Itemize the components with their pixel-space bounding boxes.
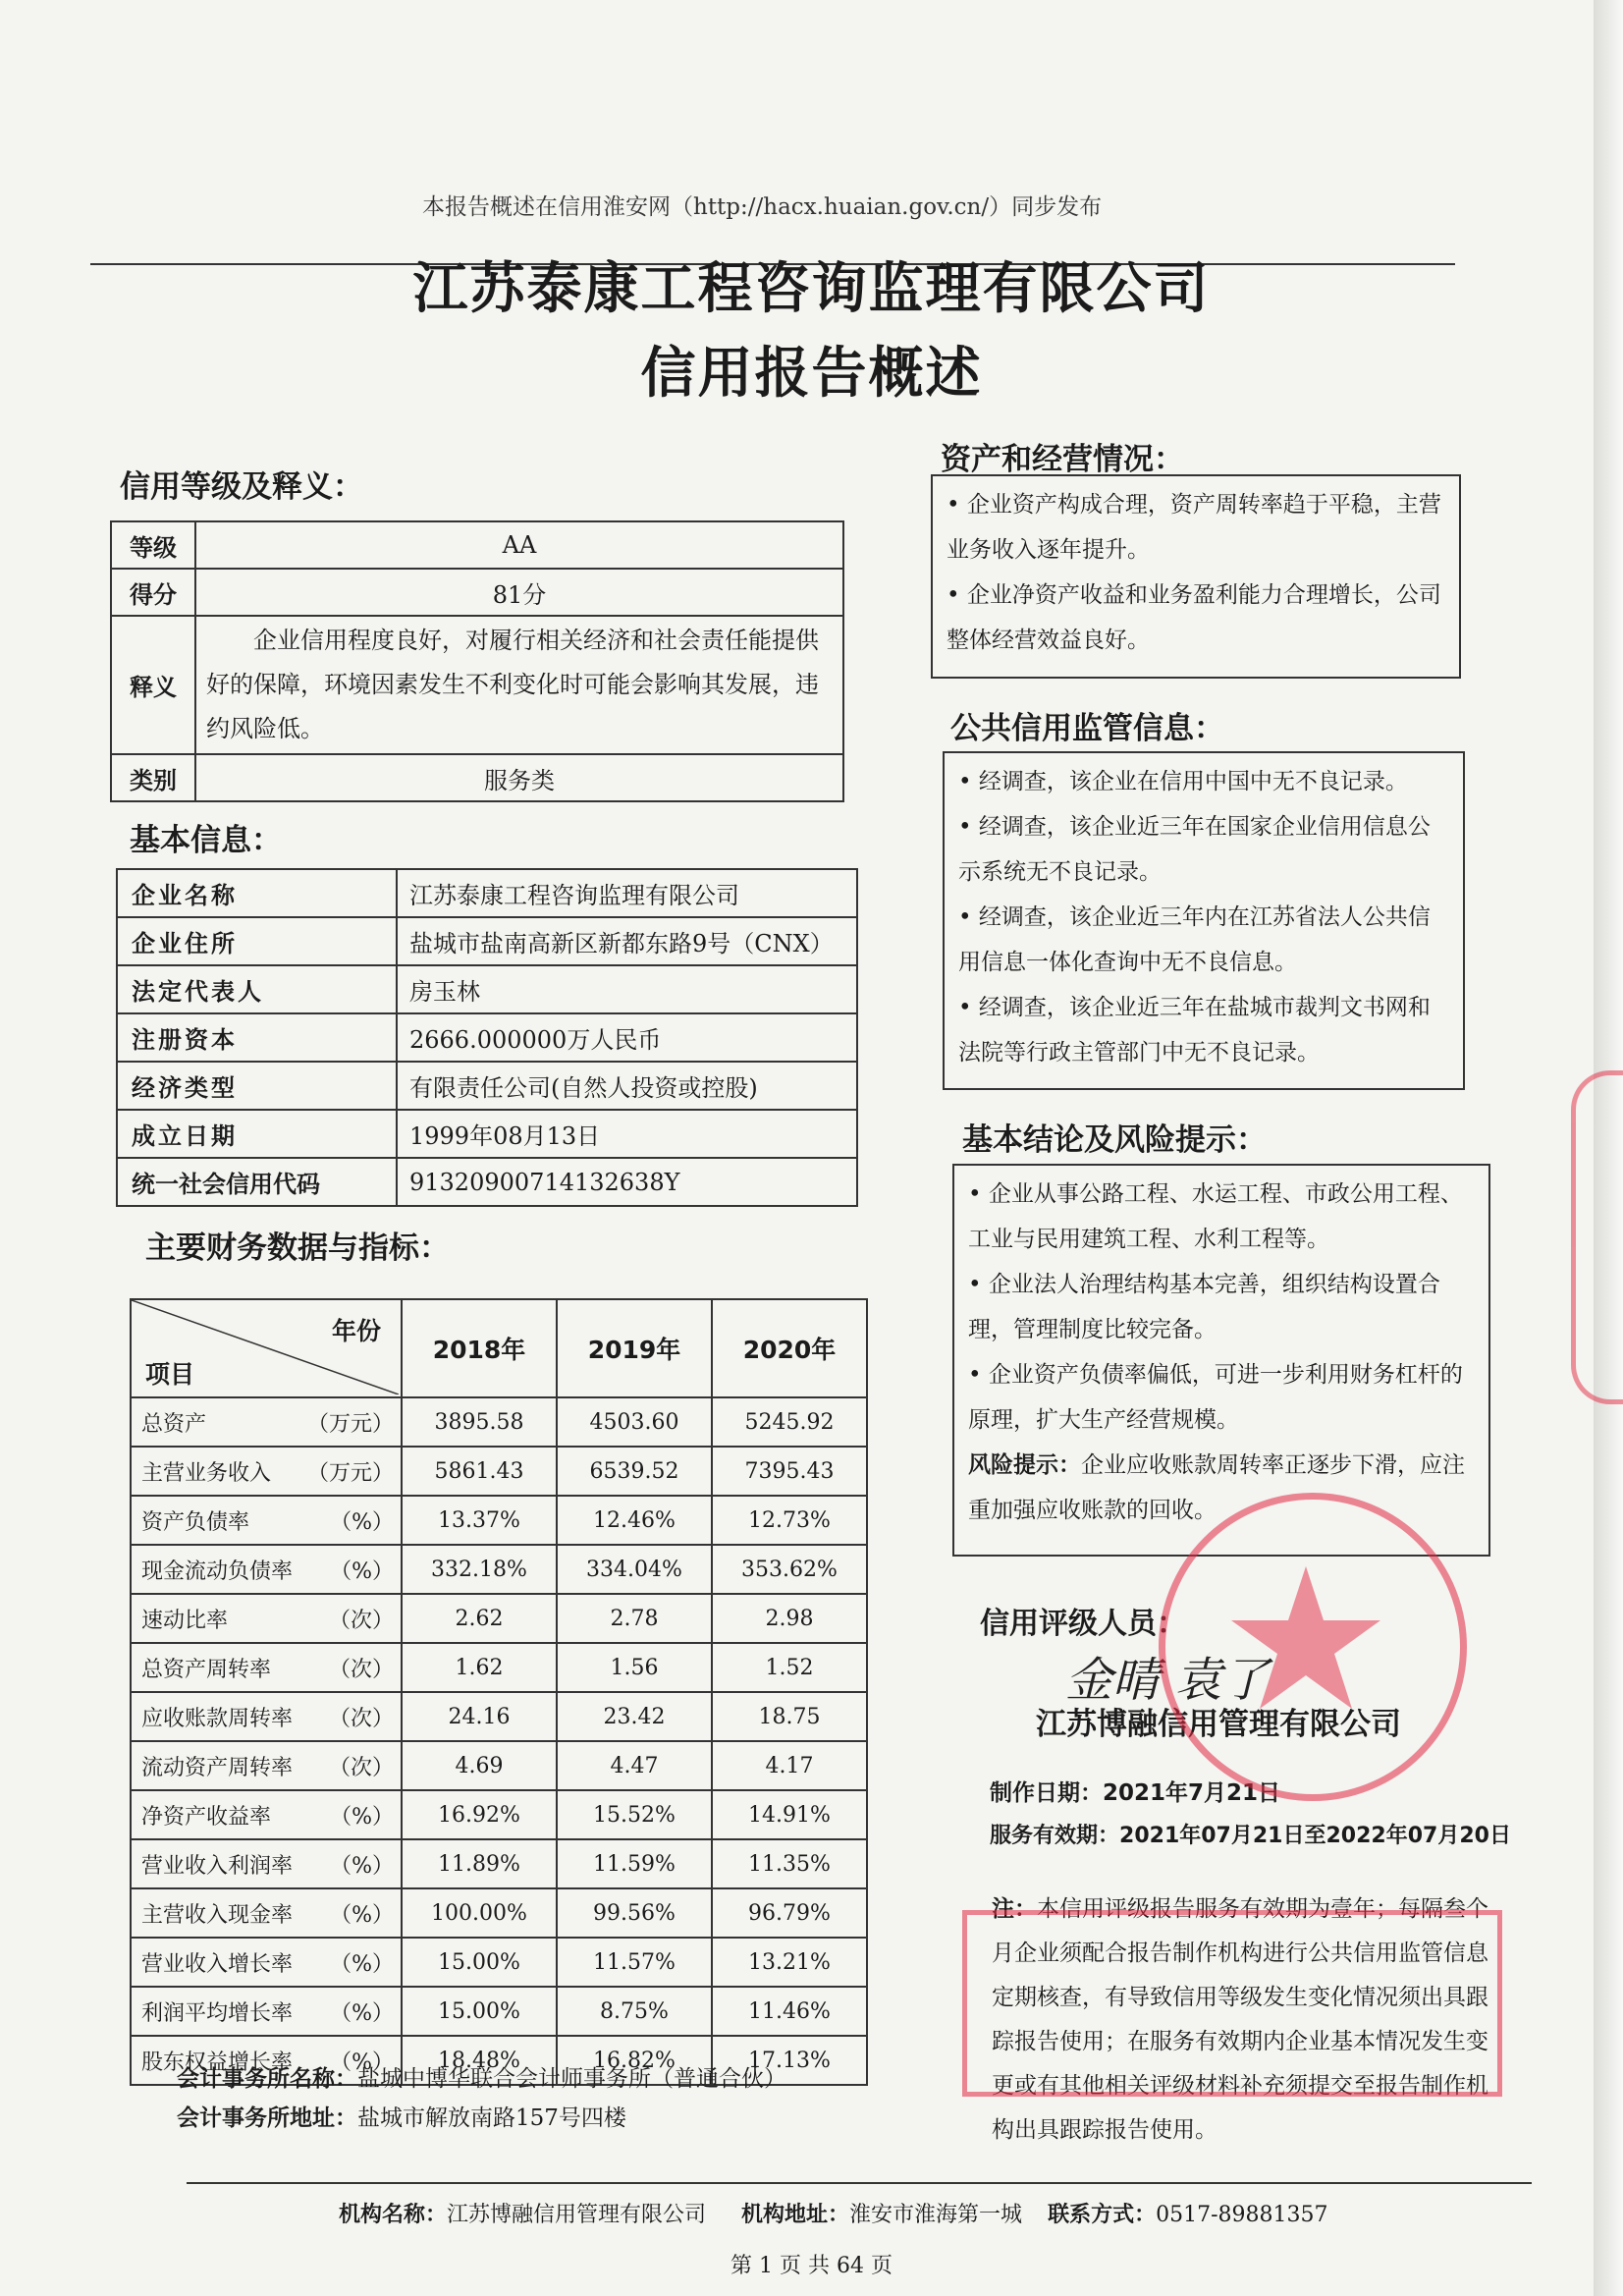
public-item: • 经调查，该企业近三年在盐城市裁判文书网和法院等行政主管部门中无不良记录。 bbox=[958, 985, 1449, 1075]
finance-row bbox=[131, 1643, 867, 1692]
basic-key: 注册资本 bbox=[117, 1013, 397, 1062]
finance-cell: 13.37% bbox=[402, 1496, 557, 1545]
basic-row bbox=[117, 1110, 857, 1158]
finance-cell: 13.21% bbox=[712, 1938, 867, 1987]
credit-table bbox=[110, 520, 844, 802]
finance-item-name: 净资产收益率 bbox=[141, 1804, 272, 1830]
finance-cell: 99.56% bbox=[557, 1888, 712, 1938]
finance-cell: 4.47 bbox=[557, 1741, 712, 1790]
finance-row bbox=[131, 1790, 867, 1839]
finance-cell: 15.52% bbox=[557, 1790, 712, 1839]
finance-item-name: 股东权益增长率 bbox=[141, 2050, 294, 2075]
public-heading: 公共信用监管信息： bbox=[950, 711, 1224, 746]
basic-value: 有限责任公司(自然人投资或控股) bbox=[397, 1062, 857, 1110]
conclusion-heading: 基本结论及风险提示： bbox=[962, 1122, 1267, 1158]
finance-item-unit: （%） bbox=[330, 2050, 394, 2075]
risk-label: 风险提示： bbox=[968, 1452, 1081, 1478]
meaning-value: 企业信用程度良好，对履行相关经济和社会责任能提供好的保障，环境因素发生不利变化时可能会影响其发展，违约风险低。 bbox=[195, 616, 843, 754]
finance-cell: 332.18% bbox=[402, 1545, 557, 1594]
finance-row-label bbox=[131, 1839, 402, 1888]
finance-item-name: 应收账款周转率 bbox=[141, 1706, 294, 1731]
finance-row-label bbox=[131, 1594, 402, 1643]
finance-table bbox=[130, 1298, 868, 2086]
finance-row bbox=[131, 1447, 867, 1496]
finance-item-name: 利润平均增长率 bbox=[141, 2000, 294, 2026]
finance-cell: 8.75% bbox=[557, 1987, 712, 2036]
finance-cell: 12.46% bbox=[557, 1496, 712, 1545]
credit-heading: 信用等级及释义： bbox=[120, 469, 363, 505]
conclusion-item: • 企业从事公路工程、水运工程、市政公用工程、工业与民用建筑工程、水利工程等。 bbox=[968, 1172, 1475, 1262]
finance-row bbox=[131, 1839, 867, 1888]
finance-item-name: 现金流动负债率 bbox=[141, 1558, 294, 1584]
basic-key: 统一社会信用代码 bbox=[117, 1158, 397, 1206]
finance-row-label bbox=[131, 1545, 402, 1594]
finance-row bbox=[131, 1545, 867, 1594]
finance-item-unit: （%） bbox=[330, 2000, 394, 2026]
finance-cell: 15.00% bbox=[402, 1938, 557, 1987]
finance-item-unit: （%） bbox=[330, 1558, 394, 1584]
finance-cell: 4.69 bbox=[402, 1741, 557, 1790]
basic-key: 经济类型 bbox=[117, 1062, 397, 1110]
basic-key: 法定代表人 bbox=[117, 965, 397, 1013]
title-line1: 江苏泰康工程咨询监理有限公司 bbox=[412, 257, 1211, 321]
rater-signature: 金晴 袁了 bbox=[1065, 1653, 1270, 1708]
conclusion-item: • 企业资产负债率偏低，可进一步利用财务杠杆的原理，扩大生产经营规模。 bbox=[968, 1352, 1475, 1443]
finance-item-unit: （次） bbox=[328, 1657, 394, 1682]
finance-row-label bbox=[131, 1987, 402, 2036]
basic-table bbox=[116, 868, 858, 1207]
finance-row bbox=[131, 1938, 867, 1987]
category-key: 类别 bbox=[111, 754, 195, 801]
finance-item-unit: （%） bbox=[330, 1804, 394, 1830]
finance-row bbox=[131, 1987, 867, 2036]
finance-row-label bbox=[131, 1496, 402, 1545]
finance-item-name: 资产负债率 bbox=[141, 1509, 250, 1535]
assets-heading: 资产和经营情况： bbox=[941, 442, 1184, 477]
basic-value: 房玉林 bbox=[397, 965, 857, 1013]
finance-row bbox=[131, 1397, 867, 1447]
valid-line bbox=[990, 1819, 1511, 1849]
accountant-name-line bbox=[177, 2060, 786, 2093]
finance-cell: 7395.43 bbox=[712, 1447, 867, 1496]
conclusion-item: • 企业法人治理结构基本完善，组织结构设置合理，管理制度比较完备。 bbox=[968, 1262, 1475, 1352]
basic-value: 盐城市盐南高新区新都东路9号（CNX） bbox=[397, 917, 857, 965]
grade-value: AA bbox=[195, 521, 843, 569]
finance-cell: 96.79% bbox=[712, 1888, 867, 1938]
credit-row-score bbox=[111, 569, 843, 616]
credit-row-meaning bbox=[111, 616, 843, 754]
basic-row bbox=[117, 869, 857, 917]
finance-item-unit: （次） bbox=[328, 1755, 394, 1780]
finance-row-label bbox=[131, 1741, 402, 1790]
finance-body bbox=[131, 1397, 867, 2085]
assets-item: • 企业净资产收益和业务盈利能力合理增长，公司整体经营效益良好。 bbox=[947, 573, 1445, 663]
basic-heading: 基本信息： bbox=[130, 823, 282, 858]
basic-key: 企业住所 bbox=[117, 917, 397, 965]
assets-box bbox=[931, 474, 1461, 679]
finance-item-unit: （%） bbox=[330, 1853, 394, 1879]
note-text: 本信用评级报告服务有效期为壹年；每隔叁个月企业须配合报告制作机构进行公共信用监管信息定期核查，有导致信用等级发生变化情况须出具跟踪报告使用；在服务有效期内企业基本情况发生变更或有其他相关评级材料补充须提交至报告制作机构出具跟踪报告使用。 bbox=[992, 1896, 1488, 2143]
finance-row-label bbox=[131, 1397, 402, 1447]
side-seal bbox=[1571, 1070, 1623, 1404]
finance-row-label bbox=[131, 1938, 402, 1987]
finance-cell: 4503.60 bbox=[557, 1397, 712, 1447]
basic-row bbox=[117, 1062, 857, 1110]
finance-item-unit: （%） bbox=[330, 1902, 394, 1928]
title-line2: 信用报告概述 bbox=[640, 342, 983, 406]
footer-contact: 0517-89881357 bbox=[1156, 2203, 1328, 2227]
accountant-addr-line bbox=[177, 2100, 626, 2132]
finance-corner bbox=[131, 1299, 402, 1397]
finance-item-unit: （次） bbox=[328, 1608, 394, 1633]
finance-cell: 11.46% bbox=[712, 1987, 867, 2036]
finance-cell: 24.16 bbox=[402, 1692, 557, 1741]
corner-year-label: 年份 bbox=[331, 1317, 381, 1345]
finance-cell: 1.62 bbox=[402, 1643, 557, 1692]
accountant-name: 盐城中博华联合会计师事务所（普通合伙） bbox=[357, 2066, 786, 2092]
finance-item-unit: （万元） bbox=[306, 1411, 394, 1437]
valid-value: 2021年07月21日至2022年07月20日 bbox=[1119, 1824, 1511, 1848]
finance-cell: 2.98 bbox=[712, 1594, 867, 1643]
finance-cell: 5245.92 bbox=[712, 1397, 867, 1447]
finance-cell: 12.73% bbox=[712, 1496, 867, 1545]
category-value: 服务类 bbox=[195, 754, 843, 801]
public-item: • 经调查，该企业近三年在国家企业信用信息公示系统无不良记录。 bbox=[958, 804, 1449, 895]
corner-item-label: 项目 bbox=[145, 1360, 195, 1389]
basic-value: 2666.000000万人民币 bbox=[397, 1013, 857, 1062]
accountant-name-label: 会计事务所名称： bbox=[177, 2066, 357, 2092]
credit-row-grade bbox=[111, 521, 843, 569]
finance-row-label bbox=[131, 1643, 402, 1692]
meaning-key: 释义 bbox=[111, 616, 195, 754]
finance-cell: 11.59% bbox=[557, 1839, 712, 1888]
finance-cell: 1.52 bbox=[712, 1643, 867, 1692]
finance-row bbox=[131, 1888, 867, 1938]
public-item: • 经调查，该企业在信用中国中无不良记录。 bbox=[958, 759, 1449, 804]
finance-heading: 主要财务数据与指标： bbox=[145, 1230, 450, 1266]
finance-cell: 14.91% bbox=[712, 1790, 867, 1839]
finance-cell: 15.00% bbox=[402, 1987, 557, 2036]
footer-rule bbox=[187, 2182, 1532, 2184]
finance-row bbox=[131, 1496, 867, 1545]
finance-cell: 11.35% bbox=[712, 1839, 867, 1888]
finance-item-name: 流动资产周转率 bbox=[141, 1755, 294, 1780]
finance-row-label bbox=[131, 1790, 402, 1839]
basic-key: 企业名称 bbox=[117, 869, 397, 917]
finance-row-label bbox=[131, 1447, 402, 1496]
public-box bbox=[943, 751, 1465, 1090]
grade-key: 等级 bbox=[111, 521, 195, 569]
accountant-addr: 盐城市解放南路157号四楼 bbox=[357, 2105, 626, 2131]
finance-item-name: 营业收入增长率 bbox=[141, 1951, 294, 1977]
finance-cell: 23.42 bbox=[557, 1692, 712, 1741]
finance-cell: 5861.43 bbox=[402, 1447, 557, 1496]
finance-cell: 2.62 bbox=[402, 1594, 557, 1643]
basic-row bbox=[117, 1013, 857, 1062]
finance-cell: 18.48% bbox=[402, 2036, 557, 2085]
footer-addr: 淮安市淮海第一城 bbox=[849, 2203, 1023, 2227]
finance-cell: 16.82% bbox=[557, 2036, 712, 2085]
date-label: 制作日期： bbox=[990, 1780, 1103, 1806]
finance-cell: 353.62% bbox=[712, 1545, 867, 1594]
credit-row-category bbox=[111, 754, 843, 801]
public-item: • 经调查，该企业近三年内在江苏省法人公共信用信息一体化查询中无不良信息。 bbox=[958, 895, 1449, 985]
finance-item-name: 营业收入利润率 bbox=[141, 1853, 294, 1879]
finance-cell: 16.92% bbox=[402, 1790, 557, 1839]
finance-row bbox=[131, 1741, 867, 1790]
finance-row-label bbox=[131, 1888, 402, 1938]
header-note: 本报告概述在信用淮安网（http://hacx.huaian.gov.cn/）同步发布 bbox=[422, 194, 1103, 220]
score-key: 得分 bbox=[111, 569, 195, 616]
finance-cell: 6539.52 bbox=[557, 1447, 712, 1496]
finance-row-label bbox=[131, 1692, 402, 1741]
page-number: 第 1 页 共 64 页 bbox=[730, 2254, 893, 2278]
finance-cell: 2.78 bbox=[557, 1594, 712, 1643]
finance-item-unit: （万元） bbox=[306, 1460, 394, 1486]
finance-item-name: 总资产 bbox=[141, 1411, 207, 1437]
footer-info bbox=[339, 2198, 1327, 2228]
risk-text: 企业应收账款周转率正逐步下滑，应注重加强应收账款的回收。 bbox=[968, 1452, 1465, 1523]
finance-cell: 18.75 bbox=[712, 1692, 867, 1741]
rater-label: 信用评级人员： bbox=[980, 1607, 1186, 1641]
finance-header-row bbox=[131, 1299, 867, 1397]
finance-cell: 11.89% bbox=[402, 1839, 557, 1888]
year-2019: 2019年 bbox=[557, 1299, 712, 1397]
date-value: 2021年7月21日 bbox=[1103, 1780, 1281, 1806]
footer-addr-label: 机构地址： bbox=[741, 2203, 850, 2227]
finance-item-unit: （次） bbox=[328, 1706, 394, 1731]
footer-org: 江苏博融信用管理有限公司 bbox=[447, 2203, 707, 2227]
finance-cell: 100.00% bbox=[402, 1888, 557, 1938]
assets-item: • 企业资产构成合理，资产周转率趋于平稳，主营业务收入逐年提升。 bbox=[947, 482, 1445, 573]
finance-item-name: 主营收入现金率 bbox=[141, 1902, 294, 1928]
accountant-addr-label: 会计事务所地址： bbox=[177, 2105, 357, 2131]
finance-item-unit: （%） bbox=[330, 1509, 394, 1535]
year-2020: 2020年 bbox=[712, 1299, 867, 1397]
finance-item-name: 总资产周转率 bbox=[141, 1657, 272, 1682]
note-label: 注： bbox=[992, 1896, 1037, 1922]
finance-cell: 11.57% bbox=[557, 1938, 712, 1987]
round-company-seal bbox=[1159, 1493, 1467, 1801]
finance-item-unit: （%） bbox=[330, 1951, 394, 1977]
rater-company: 江苏博融信用管理有限公司 bbox=[1036, 1707, 1401, 1742]
basic-row bbox=[117, 965, 857, 1013]
basic-value: 1999年08月13日 bbox=[397, 1110, 857, 1158]
finance-item-name: 速动比率 bbox=[141, 1608, 229, 1633]
finance-cell: 3895.58 bbox=[402, 1397, 557, 1447]
basic-row bbox=[117, 917, 857, 965]
finance-cell: 4.17 bbox=[712, 1741, 867, 1790]
basic-key: 成立日期 bbox=[117, 1110, 397, 1158]
finance-cell: 1.56 bbox=[557, 1643, 712, 1692]
basic-row bbox=[117, 1158, 857, 1206]
finance-cell: 17.13% bbox=[712, 2036, 867, 2085]
finance-cell: 334.04% bbox=[557, 1545, 712, 1594]
basic-value: 江苏泰康工程咨询监理有限公司 bbox=[397, 869, 857, 917]
finance-row bbox=[131, 1692, 867, 1741]
basic-value: 91320900714132638Y bbox=[397, 1158, 857, 1206]
valid-label: 服务有效期： bbox=[990, 1824, 1120, 1848]
score-value: 81分 bbox=[195, 569, 843, 616]
footer-org-label: 机构名称： bbox=[339, 2203, 448, 2227]
finance-row bbox=[131, 1594, 867, 1643]
star-icon bbox=[1159, 1493, 1453, 1787]
year-2018: 2018年 bbox=[402, 1299, 557, 1397]
filing-seal bbox=[962, 1910, 1502, 2097]
footer-contact-label: 联系方式： bbox=[1048, 2203, 1157, 2227]
finance-item-name: 主营业务收入 bbox=[141, 1460, 272, 1486]
